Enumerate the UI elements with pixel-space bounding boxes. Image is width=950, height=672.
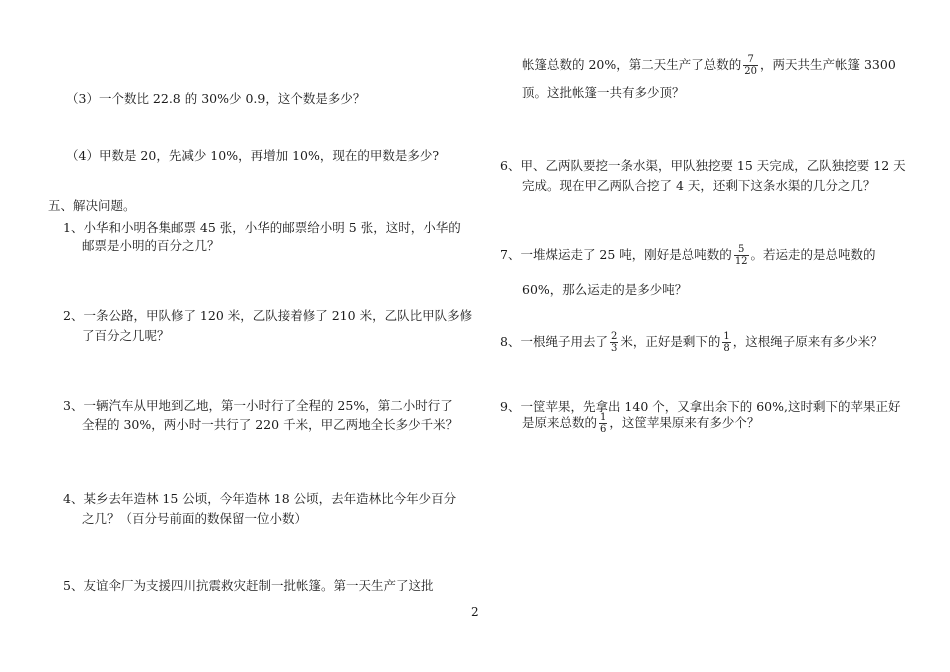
fraction-1-6: $\frac{1}{6}$ (600, 412, 607, 435)
problem-7-line-2: 60%，那么运走的是多少吨？ (522, 282, 688, 297)
problem-4-line-1: 4、某乡去年造林 15 公顷，今年造林 18 公顷，去年造林比今年少百分 (63, 491, 457, 506)
page-number: 2 (471, 605, 479, 619)
problem-6-line-2: 完成。现在甲乙两队合挖了 4 天，还剩下这条水渠的几分之几？ (522, 178, 876, 193)
problem-2-line-1: 2、一条公路，甲队修了 120 米，乙队接着修了 210 米，乙队比甲队多修 (63, 308, 473, 323)
problem-5-text-b: ，两天共生产帐篷 3300 (760, 57, 896, 72)
problem-8-text-a: 8、一根绳子用去了 (500, 334, 608, 349)
problem-7-text-a: 7、一堆煤运走了 25 吨，刚好是总吨数的 (500, 247, 732, 262)
question-4: （4）甲数是 20，先减少 10%，再增加 10%，现在的甲数是多少? (66, 148, 440, 163)
problem-1-line-1: 1、小华和小明各集邮票 45 张，小华的邮票给小明 5 张，这时，小华的 (63, 220, 461, 235)
problem-6-line-1: 6、甲、乙两队要挖一条水渠，甲队独挖要 15 天完成，乙队独挖要 12 天 (500, 158, 906, 173)
fraction-7-20: $\frac{7}{20}$ (744, 54, 757, 77)
problem-5-line-3: 顶。这批帐篷一共有多少顶？ (522, 85, 685, 100)
problem-8-text-c: ，这根绳子原来有多少米？ (732, 334, 883, 349)
question-3: （3）一个数比 22.8 的 30%少 0.9，这个数是多少？ (66, 91, 366, 106)
problem-1-line-2: 邮票是小明的百分之几？ (82, 238, 220, 253)
problem-5-text-a: 帐篷总数的 20%，第二天生产了总数的 (522, 57, 742, 72)
problem-3-line-1: 3、一辆汽车从甲地到乙地，第一小时行了全程的 25%，第二小时行了 (63, 398, 453, 413)
problem-7-line-1 (500, 244, 876, 267)
problem-9-line-2 (522, 412, 759, 435)
problem-4-line-2: 之几？（百分号前面的数保留一位小数） (82, 511, 308, 526)
fraction-2-3: $\frac{2}{3}$ (610, 331, 618, 354)
fraction-5-12: $\frac{5}{12}$ (734, 244, 748, 267)
problem-9-line-1: 9、一筐苹果，先拿出 140 个，又拿出余下的 60%,这时剩下的苹果正好 (500, 399, 901, 414)
problem-8 (500, 331, 883, 354)
problem-5-line-2 (522, 54, 896, 77)
problem-3-line-2: 全程的 30%，两小时一共行了 220 千米，甲乙两地全长多少千米？ (82, 417, 459, 432)
problem-7-text-b: 。若运走的是总吨数的 (750, 247, 876, 262)
problem-8-text-b: 米，正好是剩下的 (620, 334, 721, 349)
fraction-1-8: $\frac{1}{8}$ (723, 331, 730, 354)
problem-5-line-1: 5、友谊伞厂为支援四川抗震救灾赶制一批帐篷。第一天生产了这批 (63, 578, 434, 593)
problem-2-line-2: 了百分之几呢？ (82, 328, 170, 343)
problem-9-text-b: ，这筐苹果原来有多少个？ (609, 415, 760, 430)
section-5-title: 五、解决问题。 (48, 198, 136, 213)
problem-9-text-a: 是原来总数的 (522, 415, 598, 430)
